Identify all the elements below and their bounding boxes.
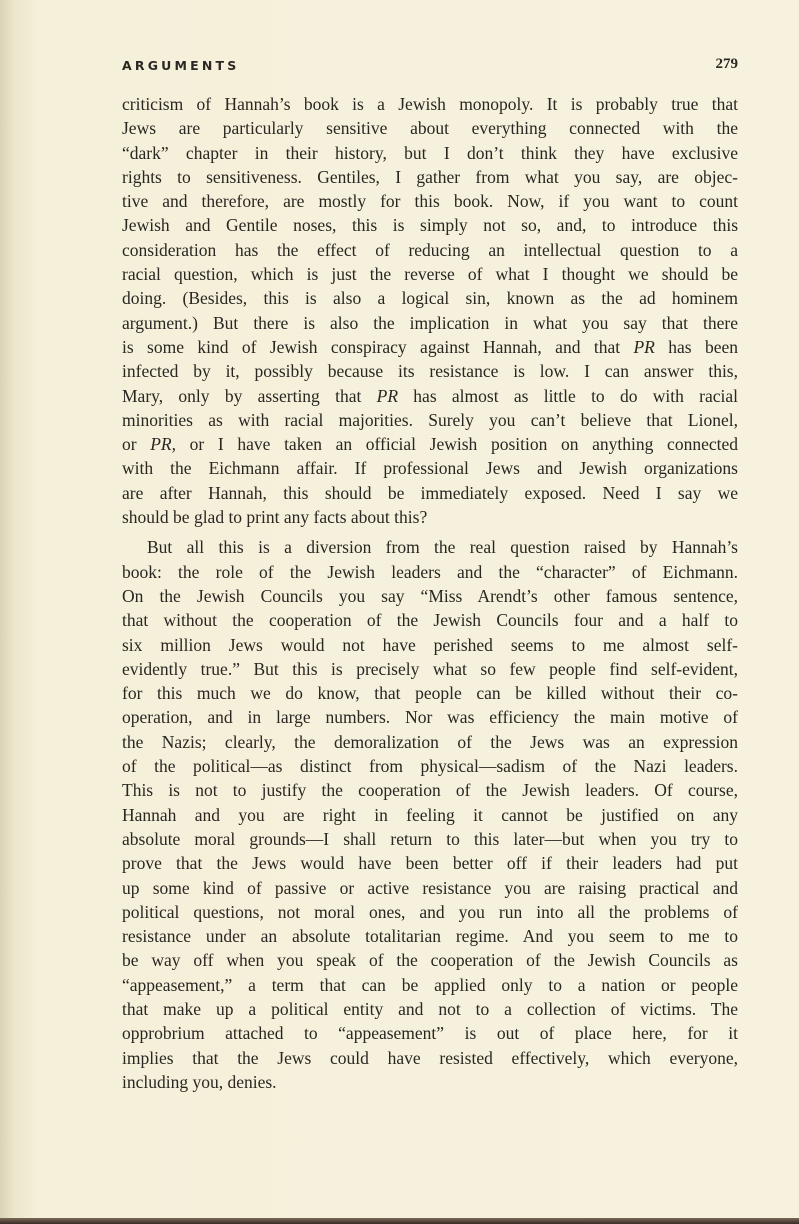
text-line (122, 730, 738, 754)
text-line (122, 803, 738, 827)
text-segment: or I have taken an official Jewish position on anything connected (176, 434, 738, 455)
text-segment: But all this is a diversion from the real question raised by Hannah’s (147, 537, 738, 558)
text-line (122, 1070, 738, 1094)
text-segment: Mary, only by asserting that (122, 385, 377, 406)
text-segment: Hannah and you are right in feeling it cannot be justified on any (122, 804, 738, 825)
text-segment: is some kind of Jewish conspiracy against Hannah, and that (122, 336, 634, 357)
text-segment: book: the role of the Jewish leaders and the “character” of Eichmann. (122, 561, 738, 582)
text-line (122, 262, 738, 286)
text-segment: “appeasement,” a term that can be applied only to a nation or people (122, 974, 738, 995)
text-segment: criticism of Hannah’s book is a Jewish monopoly. It is probably true that (122, 94, 738, 114)
text-line (122, 754, 738, 778)
text-segment: minorities as with racial majorities. Surely you can’t believe that Lionel, (122, 409, 738, 430)
italic-title: PR (633, 336, 655, 357)
text-line (122, 359, 738, 383)
text-line (122, 1021, 738, 1045)
text-line (122, 456, 738, 480)
text-segment: up some kind of passive or active resistance you are raising practical and (122, 877, 738, 898)
text-segment: has almost as little to do with racial (398, 385, 738, 406)
text-line (122, 92, 738, 116)
text-line (122, 335, 738, 359)
text-line (122, 481, 738, 505)
italic-title: PR (376, 385, 399, 406)
text-segment: has been (654, 336, 738, 357)
text-line (122, 1046, 738, 1070)
text-segment: Jews are particularly sensitive about everything connected with the (122, 118, 738, 139)
text-line (122, 432, 738, 456)
text-segment: evidently true.” But this is precisely what so few people find self-evident, (122, 658, 738, 679)
text-line (122, 900, 738, 924)
italic-title: PR, (150, 434, 176, 455)
text-line (122, 633, 738, 657)
text-line (122, 311, 738, 335)
page-number: 279 (715, 56, 738, 72)
text-line (122, 238, 738, 262)
text-line (122, 535, 738, 559)
text-line (122, 584, 738, 608)
text-line (122, 165, 738, 189)
page-edge (0, 1218, 799, 1224)
body-text (122, 92, 738, 1094)
text-line (122, 189, 738, 213)
text-segment: the Nazis; clearly, the demoralization of the Jews was an expression (122, 731, 738, 752)
text-segment: political questions, not moral ones, and you run into all the problems of (122, 901, 738, 922)
text-segment: absolute moral grounds—I shall return to this later—but when you try to (122, 828, 738, 849)
text-segment: argument.) But there is also the implication in what you say that there (122, 312, 738, 333)
text-segment: of the political—as distinct from physical—sadism of the Nazi leaders. (122, 756, 738, 777)
text-segment: racial question, which is just the reverse of what I thought we should be (122, 264, 738, 285)
text-line (122, 997, 738, 1021)
text-line (122, 948, 738, 972)
paragraph (122, 92, 738, 529)
text-line (122, 657, 738, 681)
text-line (122, 851, 738, 875)
text-segment: that without the cooperation of the Jewish Councils four and a half to (122, 610, 738, 631)
text-segment: This is not to justify the cooperation of the Jewish leaders. Of course, (122, 780, 738, 801)
text-segment: prove that the Jews would have been better off if their leaders had put (122, 853, 738, 874)
text-line (122, 973, 738, 997)
text-segment: rights to sensitiveness. Gentiles, I gather from what you say, are objec- (122, 166, 738, 187)
text-line (122, 408, 738, 432)
text-line (122, 560, 738, 584)
text-segment: for this much we do know, that people can be killed without their co- (122, 683, 738, 704)
text-segment: opprobrium attached to “appeasement” is out of place here, for it (122, 1023, 738, 1044)
text-line (122, 608, 738, 632)
text-line (122, 876, 738, 900)
text-segment: Jewish and Gentile noses, this is simply not so, and, to introduce this (122, 215, 738, 236)
text-line (122, 384, 738, 408)
text-line (122, 705, 738, 729)
text-segment: or (122, 434, 151, 455)
running-head: ARGUMENTS (122, 58, 240, 73)
text-line (122, 505, 738, 529)
text-segment: are after Hannah, this should be immediately exposed. Need I say we (122, 482, 738, 503)
text-line (122, 213, 738, 237)
text-segment: resistance under an absolute totalitarian regime. And you seem to me to (122, 926, 738, 947)
text-line (122, 778, 738, 802)
page-header (122, 58, 738, 80)
text-segment: infected by it, possibly because its resistance is low. I can answer this, (122, 361, 738, 382)
text-segment: On the Jewish Councils you say “Miss Arendt’s other famous sentence, (122, 585, 738, 606)
text-segment: “dark” chapter in their history, but I don’t think they have exclusive (122, 142, 738, 163)
text-segment: including you, denies. (122, 1071, 277, 1092)
text-segment: be way off when you speak of the cooperation of the Jewish Councils as (122, 950, 738, 971)
text-segment: that make up a political entity and not to a collection of victims. The (122, 998, 738, 1019)
text-segment: six million Jews would not have perished seems to me almost self- (122, 634, 738, 655)
text-segment: with the Eichmann affair. If professional Jews and Jewish organizations (122, 458, 738, 479)
text-line (122, 141, 738, 165)
text-line (122, 681, 738, 705)
text-segment: consideration has the effect of reducing an intellectual question to a (122, 239, 738, 260)
text-segment: should be glad to print any facts about this? (122, 507, 428, 528)
text-segment: operation, and in large numbers. Nor was efficiency the main motive of (122, 707, 738, 728)
text-segment: doing. (Besides, this is also a logical sin, known as the ad hominem (122, 288, 738, 309)
paragraph (122, 535, 738, 1094)
text-line (122, 827, 738, 851)
text-line (122, 116, 738, 140)
text-line (122, 924, 738, 948)
text-segment: implies that the Jews could have resisted effectively, which everyone, (122, 1047, 738, 1068)
text-line (122, 286, 738, 310)
text-segment: tive and therefore, are mostly for this book. Now, if you want to count (122, 191, 738, 212)
